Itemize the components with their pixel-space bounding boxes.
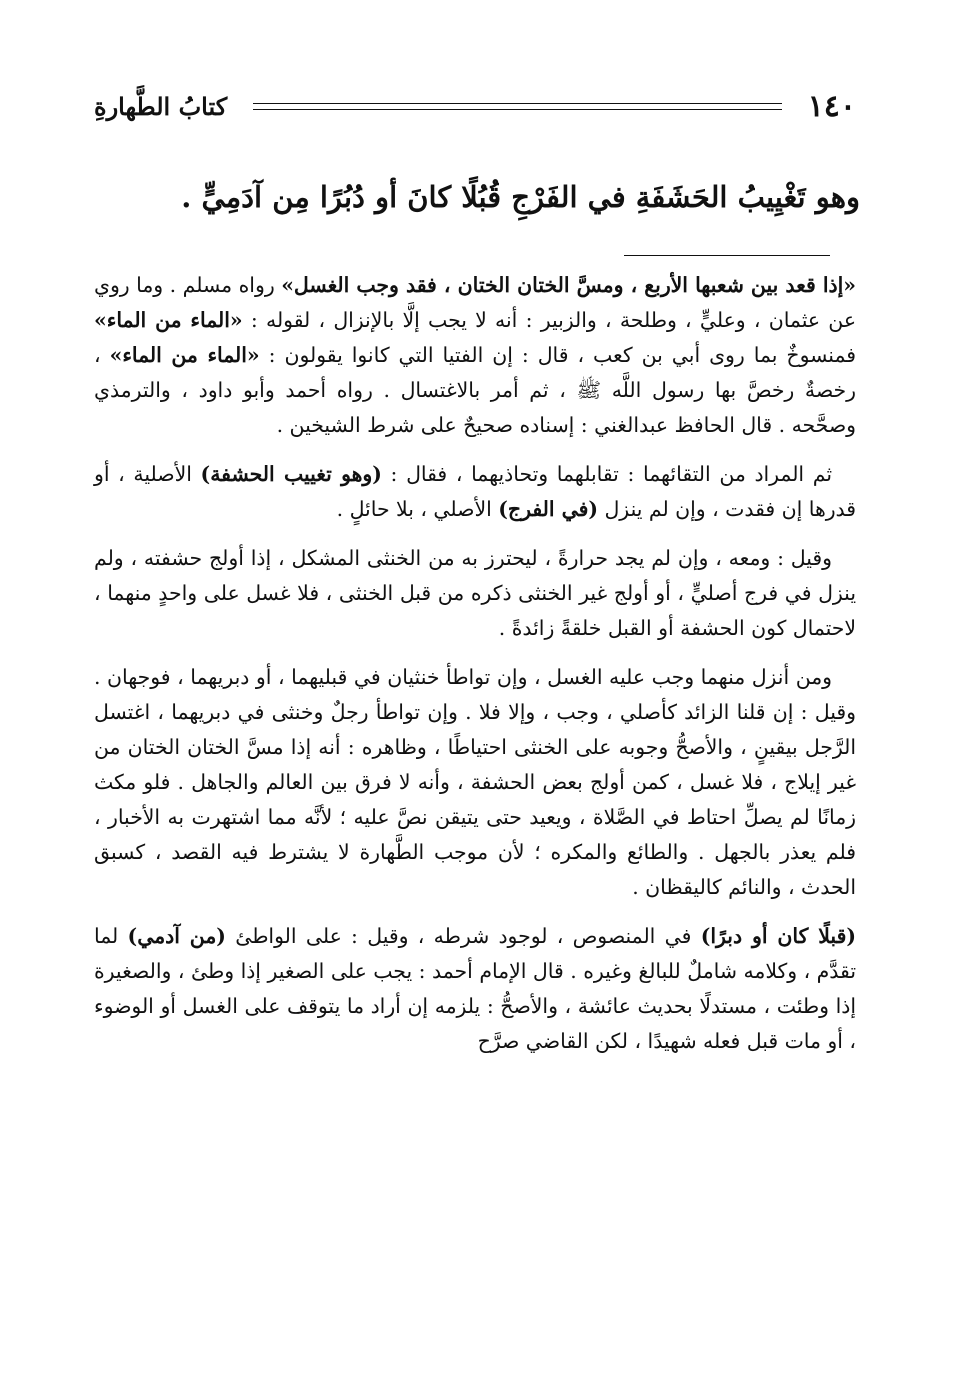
paragraph-text: لما تقدَّم ، وكلامه شاملٌ للبالغ وغيره . قال الإمام أحمد : يجب على الصغير إذا وطئ ، والصغيرة إذا وطئت ، مستدلًا بحديث عائشة ، والأصحُّ : يلزمه إن أراد ما يتوقف على الغسل أو الوضوء ، أو مات قبل فعله شهيدًا ، لكن القاضي صرَّح	[94, 924, 856, 1053]
paragraph-4: ومن أنزل منهما وجب عليه الغسل ، وإن تواطأ خنثيان في قبليهما ، أو دبريهما ، فوجهان . وقيل : إن قلنا الزائد كأصلي ، وجب ، وإلا فلا . وإن تواطأ رجلٌ وخنثى في دبريهما ، اغتسل الرَّجل بيقينٍ ، والأصحُّ وجوبه على الخنثى احتياطًا ، وظاهره : أنه إذا مسَّ الختان الختان من غير إيلاج ، فلا غسل ، كمن أولج بعض الحشفة ، وأنه لا فرق بين العالم والجاهل . فلو مكث زمانًا لم يصلِّ احتاط في الصَّلاة ، ويعيد حتى يتيقن نصَّ عليه ؛ لأنَّه مما اشتهرت به الأخبار ، فلم يعذر بالجهل . والطائع والمكره ؛ لأن موجب الطَّهارة لا يشترط فيه القصد ، كسبق الحدث ، والنائم كاليقظان .	[94, 665, 856, 899]
running-header	[94, 86, 856, 126]
hadith-quote: «إذا قعد بين شعبها الأربع ، ومسَّ الختان الختان ، فقد وجب الغسل»	[281, 273, 856, 297]
paragraph-1	[94, 268, 856, 443]
paragraph-text: فمنسوخٌ بما روى أبي بن كعب ، قال : إن الفتيا التي كانوا يقولون :	[259, 343, 856, 367]
paragraph-5	[94, 919, 856, 1059]
matn-text: وهو تَغْيِيبُ الحَشَفَةِ في الفَرْجِ قُبُلًا كانَ أو دُبُرًا مِن آدَمِيٍّ .	[181, 180, 860, 214]
header-rule	[253, 103, 782, 110]
commentary-body	[94, 268, 856, 1073]
paragraph-text: ثم المراد من التقائهما : تقابلهما وتحاذيهما ، فقال :	[381, 462, 833, 486]
paragraph-text: الأصلية ، أو قدرها إن فقدت ، وإن لم ينزل	[94, 462, 856, 521]
paragraph-text: الأصلي ، بلا حائلٍ .	[336, 497, 499, 521]
paragraph-text: ، رخصةٌ رخصَّ بها رسول اللَّه ﷺ ، ثم أمر بالاغتسال . رواه أحمد وأبو داود ، والترمذي وصحَّحه . قال الحافظ عبدالغني : إسناده صحيحٌ على شرط الشيخين .	[94, 343, 856, 437]
paragraph-3: وقيل : ومعه ، وإن لم يجد حرارةً ، ليحترز به من الخنثى المشكل ، إذا أولج حشفته ، ولم ينزل في فرج أصليٍّ ، أو أولج غير الخنثى ذكره من قبل الخنثى ، فلا غسل على واحدٍ منهما ، لاحتمال كون الحشفة أو القبل خلقةً زائدةً .	[94, 546, 856, 640]
page-number: ١٤٠	[807, 88, 856, 124]
matn-quote: (في الفرج)	[498, 497, 599, 521]
book-title: كتابُ الطَّهارةِ	[94, 91, 228, 121]
matn-quote: (قبلًا كان أو دبرًا)	[700, 924, 856, 948]
matn-quote: (من آدمي)	[127, 924, 226, 948]
paragraph-text: في المنصوص ، لوجود شرطه ، وقيل : على الواطئ	[225, 924, 701, 948]
paragraph-text: رواه مسلم . وما روي عن عثمان ، وعليٍّ ، وطلحة ، والزبير : أنه لا يجب إلَّا بالإنزال ، لقوله :	[94, 273, 856, 332]
footnote-separator	[624, 255, 830, 256]
paragraph-2	[94, 457, 856, 527]
hadith-quote: «الماء من الماء»	[94, 308, 243, 332]
hadith-quote: «الماء من الماء»	[109, 343, 260, 367]
matn-quote: (وهو تغييب الحشفة)	[200, 462, 382, 486]
